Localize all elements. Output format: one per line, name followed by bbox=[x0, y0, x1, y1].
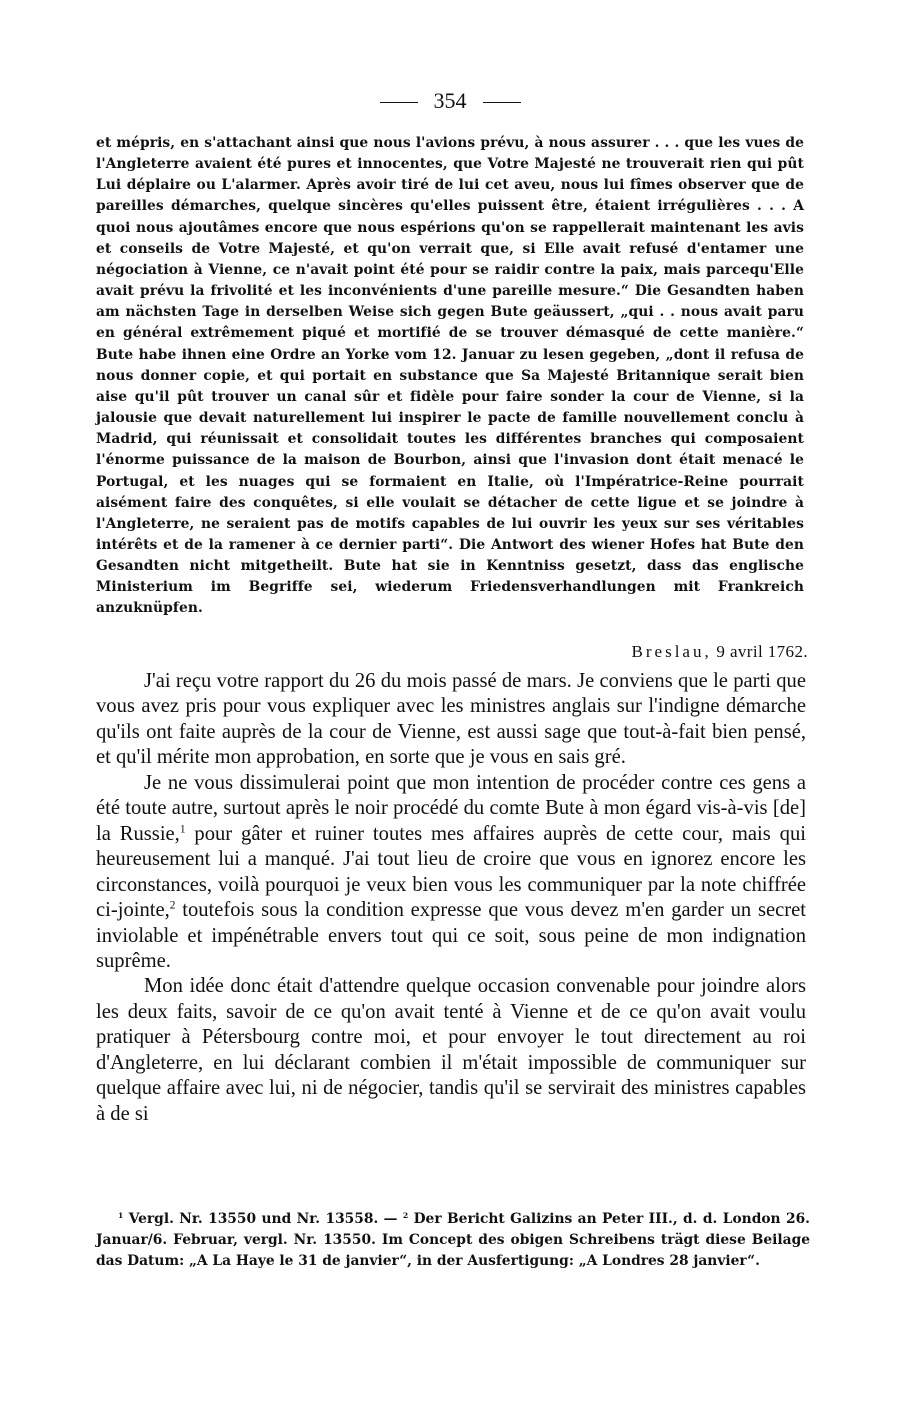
letter-paragraph-3: Mon idée donc était d'attendre quelque occasion convenable pour joindre alors les deux faits, savoir de ce qu'on avait tenté à Vienne et de ce qu'on avait voulu pratiquer à Pétersbourg contre moi, et pour envoyer le tout directement au roi d'Angleterre, en lui déclarant combien il m'était impossible de communiquer sur quelque affaire avec lui, ni de négocier, tandis qu'il se servirait des ministres capables à de si bbox=[96, 975, 806, 1125]
letter-paragraph-2-part-a: Je ne vous dissimulerai point que mon intention de procéder contre ces gens a été toute autre, surtout après le noir procédé du comte Bute à mon égard vis-à-vis [de] la Russie, bbox=[96, 771, 806, 845]
footnote-marker-2: 2 bbox=[402, 1211, 409, 1221]
dateline-date: 9 avril 1762. bbox=[716, 642, 808, 661]
footnote-marker-1: 1 bbox=[118, 1211, 124, 1221]
letter-body bbox=[96, 669, 806, 1127]
quoted-report-paragraph: et mépris, en s'attachant ainsi que nous l'avions prévu, à nous assurer . . . que les vues de l'Angleterre avaient été pures et innocentes, que Votre Majesté ne trouverait rien qui pût Lui déplaire ou L'alarmer. Après avoir tiré de lui cet aveu, nous lui fîmes observer que de pareilles démarches, quelque sincères qu'elles puissent être, étaient irrégulières . . . A quoi nous ajoutâmes encore que nous espérions qu'on se rappellerait maintenant les avis et conseils de Votre Majesté, et qu'on verrait que, si Elle avait refusé d'entamer une négociation à Vienne, ce n'avait point été pour se raidir contre la paix, mais parcequ'Elle avait prévu la frivolité et les inconvénients d'une pareille mesure.“ Die Gesandten haben am nächsten Tage in derselben Weise sich gegen Bute geäussert, „qui . . nous avait paru en général extrêmement piqué et mortifié de se trouver démasqué de cette manière.“ Bute habe ihnen eine Ordre an Yorke vom 12. Januar zu lesen gegeben, „dont il refusa de nous donner copie, et qui portait en substance que Sa Majesté Britannique serait bien aise qu'il pût trouver un canal sûr et fidèle pour faire sonder la cour de Vienne, si la jalousie que devait naturellement lui inspirer le pacte de famille nouvellement conclu à Madrid, qui réunissait et consolidait toutes les différentes branches qui composaient l'énorme puissance de la maison de Bourbon, ainsi que l'invasion dont était menacé le Portugal, et les nuages qui se formaient en Italie, où l'Impératrice-Reine pourrait aisément faire des conquêtes, si elle voulait se détacher de cette ligue et se joindre à l'Angleterre, ne seraient pas de motifs capables de lui ouvrir les yeux sur ses véritables intérêts et de la ramener à ce dernier parti“. Die Antwort des wiener Hofes hat Bute den Gesandten nicht mitgetheilt. Bute hat sie in Kenntniss gesetzt, dass das englische Ministerium im Begriffe sei, wiederum Friedensverhandlungen mit Frankreich anzuknüpfen. bbox=[96, 135, 804, 617]
left-rule bbox=[380, 102, 418, 103]
letter-paragraph-2 bbox=[96, 771, 806, 975]
page-number-text: 354 bbox=[433, 88, 467, 113]
quoted-report-block bbox=[96, 133, 804, 620]
page-number bbox=[0, 86, 900, 116]
letter-dateline bbox=[0, 641, 808, 663]
footnote-reference-2: 2 bbox=[169, 899, 176, 912]
letter-paragraph-2-part-b: pour gâter et ruiner toutes mes affaires auprès de cette cour, mais qui heureusement lui a manqué. J'ai tout lieu de croire que vous en ignorez encore les circonstances, voilà pourquoi je veux bien vous les communiquer par la note chiffrée ci-jointe, bbox=[96, 822, 806, 922]
footnote-2-text: Der Bericht Galizins an Peter III., d. d. London 26. Januar/6. Februar, vergl. Nr. 13550. Im Concept des obigen Schreibens trägt diese Beilage das Datum: „A La Haye le 31 de janvier“, in der Ausfertigung: „A Londres 28 janvier“. bbox=[96, 1211, 810, 1270]
footnote-reference-1: 1 bbox=[179, 823, 186, 836]
letter-paragraph-1: J'ai reçu votre rapport du 26 du mois passé de mars. Je conviens que le parti que vous avez pris pour vous expliquer avec les ministres anglais sur l'indigne démarche qu'ils ont faite auprès de la cour de Vienne, est aussi sage que tout-à-fait bien pensé, et qu'il mérite mon approbation, en sorte que je vous en sais gré. bbox=[96, 670, 806, 769]
letter-paragraph-2-part-c: toutefois sous la condition expresse que vous devez m'en garder un secret inviolable et impénétrable envers tout qui ce soit, sous peine de mon indignation suprême. bbox=[96, 899, 806, 972]
right-rule bbox=[483, 102, 521, 103]
footnotes bbox=[96, 1209, 810, 1273]
footnote-paragraph bbox=[96, 1209, 810, 1273]
dateline-place: Breslau, bbox=[631, 642, 712, 661]
footnote-1-text: Vergl. Nr. 13550 und Nr. 13558. — bbox=[123, 1211, 403, 1227]
